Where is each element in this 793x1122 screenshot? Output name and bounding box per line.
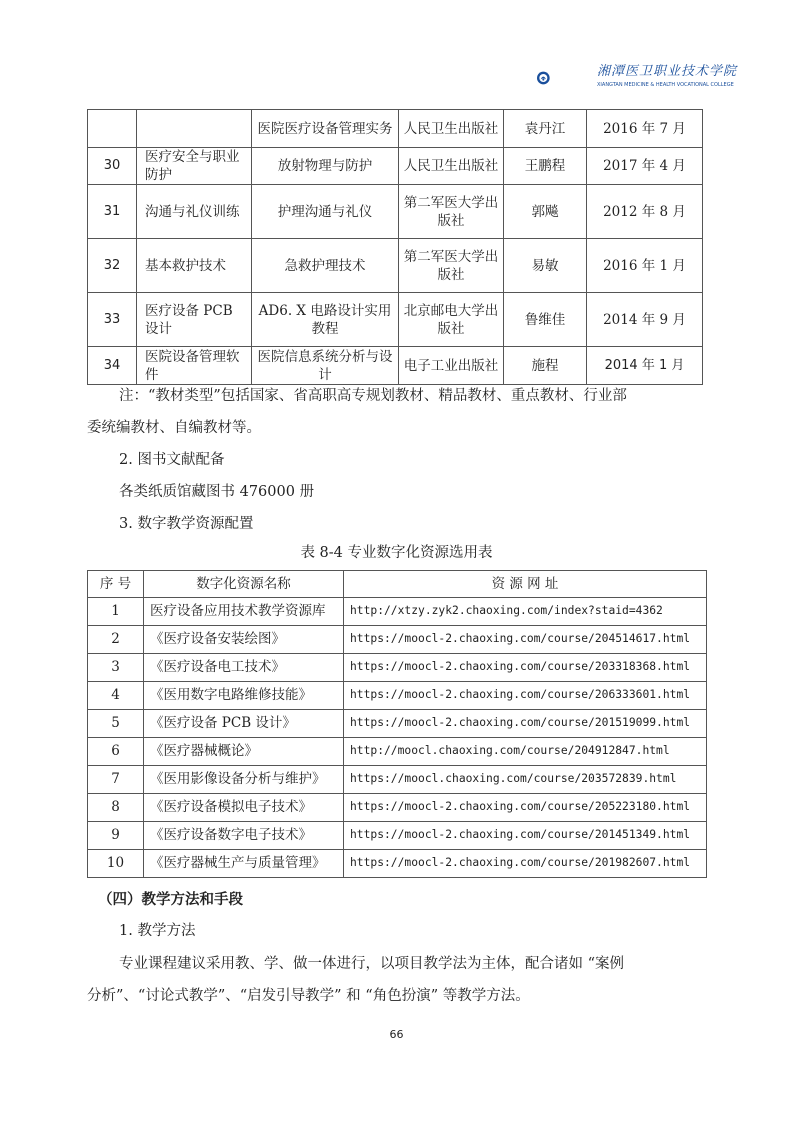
item2-text: 各类纸质馆藏图书 476000 册 <box>119 484 315 500</box>
cell-no: 32 <box>88 239 137 293</box>
cell-date: 2016 年 1 月 <box>587 239 703 293</box>
section4-heading: （四）教学方法和手段 <box>98 892 243 908</box>
header-no: 序 号 <box>88 571 144 598</box>
cell-no: 31 <box>88 185 137 239</box>
logo-college-name-cn: 湘潭医卫职业技术学院 <box>597 64 738 79</box>
cell-publisher: 第二军医大学出版社 <box>399 239 504 293</box>
cell-no: 2 <box>88 626 144 654</box>
cell-textbook: 医院信息系统分析与设计 <box>252 347 399 385</box>
item3-heading: 3. 数字教学资源配置 <box>119 516 254 532</box>
cell-date: 2017 年 4 月 <box>587 148 703 185</box>
table-row <box>88 148 703 185</box>
cell-no: 5 <box>88 710 144 738</box>
cell-publisher: 北京邮电大学出版社 <box>399 293 504 347</box>
cell-textbook: 急救护理技术 <box>252 239 399 293</box>
table-row <box>88 110 703 148</box>
textbook-table <box>87 109 703 385</box>
cell-date: 2016 年 7 月 <box>587 110 703 148</box>
table-header-row <box>88 571 707 598</box>
logo-college-name-en: XIANGTAN MEDICINE & HEALTH VOCATIONAL COLLEGE <box>597 82 734 88</box>
table-row <box>88 293 703 347</box>
cell-date: 2014 年 9 月 <box>587 293 703 347</box>
cell-no: 4 <box>88 682 144 710</box>
cell-resource-url[interactable]: http://xtzy.zyk2.chaoxing.com/index?staid=4362 <box>344 598 707 626</box>
cell-no: 3 <box>88 654 144 682</box>
cell-resource-name: 《医疗设备模拟电子技术》 <box>144 794 344 822</box>
cell-resource-name: 《医用影像设备分析与维护》 <box>144 766 344 794</box>
cell-resource-name: 《医疗设备电工技术》 <box>144 654 344 682</box>
method-heading: 1. 教学方法 <box>119 923 196 939</box>
cell-resource-name: 《医用数字电路维修技能》 <box>144 682 344 710</box>
cell-no: 9 <box>88 822 144 850</box>
table-row <box>88 347 703 385</box>
method-paragraph-line2: 分析”、“讨论式教学”、“启发引导教学” 和 “角色扮演” 等教学方法。 <box>87 988 530 1004</box>
table-row <box>88 822 707 850</box>
cell-textbook: AD6. X 电路设计实用教程 <box>252 293 399 347</box>
cell-no: 8 <box>88 794 144 822</box>
table-row <box>88 239 703 293</box>
cell-no: 7 <box>88 766 144 794</box>
table-row <box>88 766 707 794</box>
cell-no: 1 <box>88 598 144 626</box>
cell-textbook: 放射物理与防护 <box>252 148 399 185</box>
cell-no: 33 <box>88 293 137 347</box>
cell-editor: 鲁维佳 <box>504 293 587 347</box>
cell-no: 6 <box>88 738 144 766</box>
cell-publisher: 人民卫生出版社 <box>399 110 504 148</box>
cell-course: 医疗设备 PCB 设计 <box>137 293 252 347</box>
cell-date: 2014 年 1 月 <box>587 347 703 385</box>
cell-textbook: 护理沟通与礼仪 <box>252 185 399 239</box>
table-row <box>88 682 707 710</box>
cell-no <box>88 110 137 148</box>
table-note-line1: 注：“教材类型”包括国家、省高职高专规划教材、精品教材、重点教材、行业部 <box>119 388 627 404</box>
cell-publisher: 人民卫生出版社 <box>399 148 504 185</box>
cell-course: 医院设备管理软件 <box>137 347 252 385</box>
cell-resource-name: 《医疗器械概论》 <box>144 738 344 766</box>
cell-resource-url[interactable]: https://moocl-2.chaoxing.com/course/206333601.html <box>344 682 707 710</box>
cell-editor: 易敏 <box>504 239 587 293</box>
cell-no: 10 <box>88 850 144 878</box>
table-row <box>88 654 707 682</box>
header-name: 数字化资源名称 <box>144 571 344 598</box>
cell-course: 沟通与礼仪训练 <box>137 185 252 239</box>
cell-resource-url[interactable]: https://moocl-2.chaoxing.com/course/201519099.html <box>344 710 707 738</box>
table-row <box>88 598 707 626</box>
cell-resource-url[interactable]: https://moocl.chaoxing.com/course/203572839.html <box>344 766 707 794</box>
cell-resource-url[interactable]: http://moocl.chaoxing.com/course/204912847.html <box>344 738 707 766</box>
table-row <box>88 794 707 822</box>
item2-heading: 2. 图书文献配备 <box>119 452 225 468</box>
college-emblem-icon <box>536 57 596 99</box>
cell-editor: 王鹏程 <box>504 148 587 185</box>
cell-date: 2012 年 8 月 <box>587 185 703 239</box>
cell-resource-name: 《医疗设备 PCB 设计》 <box>144 710 344 738</box>
cell-publisher: 第二军医大学出版社 <box>399 185 504 239</box>
digital-resource-table <box>87 570 707 878</box>
cell-resource-url[interactable]: https://moocl-2.chaoxing.com/course/203318368.html <box>344 654 707 682</box>
cell-resource-url[interactable]: https://moocl-2.chaoxing.com/course/201982607.html <box>344 850 707 878</box>
header-url: 资 源 网 址 <box>344 571 707 598</box>
cell-editor: 郭飚 <box>504 185 587 239</box>
cell-resource-name: 《医疗设备数字电子技术》 <box>144 822 344 850</box>
cell-resource-url[interactable]: https://moocl-2.chaoxing.com/course/201451349.html <box>344 822 707 850</box>
cell-resource-name: 《医疗器械生产与质量管理》 <box>144 850 344 878</box>
table-row <box>88 850 707 878</box>
table-row <box>88 710 707 738</box>
cell-resource-name: 《医疗设备安装绘图》 <box>144 626 344 654</box>
table-note-line2: 委统编教材、自编教材等。 <box>87 420 261 436</box>
table-row <box>88 738 707 766</box>
cell-resource-url[interactable]: https://moocl-2.chaoxing.com/course/204514617.html <box>344 626 707 654</box>
table-row <box>88 626 707 654</box>
table-caption: 表 8-4 专业数字化资源选用表 <box>300 545 493 561</box>
table-row <box>88 185 703 239</box>
cell-course <box>137 110 252 148</box>
cell-resource-url[interactable]: https://moocl-2.chaoxing.com/course/205223180.html <box>344 794 707 822</box>
cell-resource-name: 医疗设备应用技术教学资源库 <box>144 598 344 626</box>
cell-editor: 施程 <box>504 347 587 385</box>
cell-course: 基本救护技术 <box>137 239 252 293</box>
page-number: 66 <box>389 1028 404 1041</box>
method-paragraph-line1: 专业课程建议采用教、学、做一体进行，以项目教学法为主体，配合诸如 “案例 <box>119 956 625 972</box>
cell-course: 医疗安全与职业防护 <box>137 148 252 185</box>
cell-no: 34 <box>88 347 137 385</box>
cell-editor: 袁丹江 <box>504 110 587 148</box>
cell-textbook: 医院医疗设备管理实务 <box>252 110 399 148</box>
cell-no: 30 <box>88 148 137 185</box>
cell-publisher: 电子工业出版社 <box>399 347 504 385</box>
